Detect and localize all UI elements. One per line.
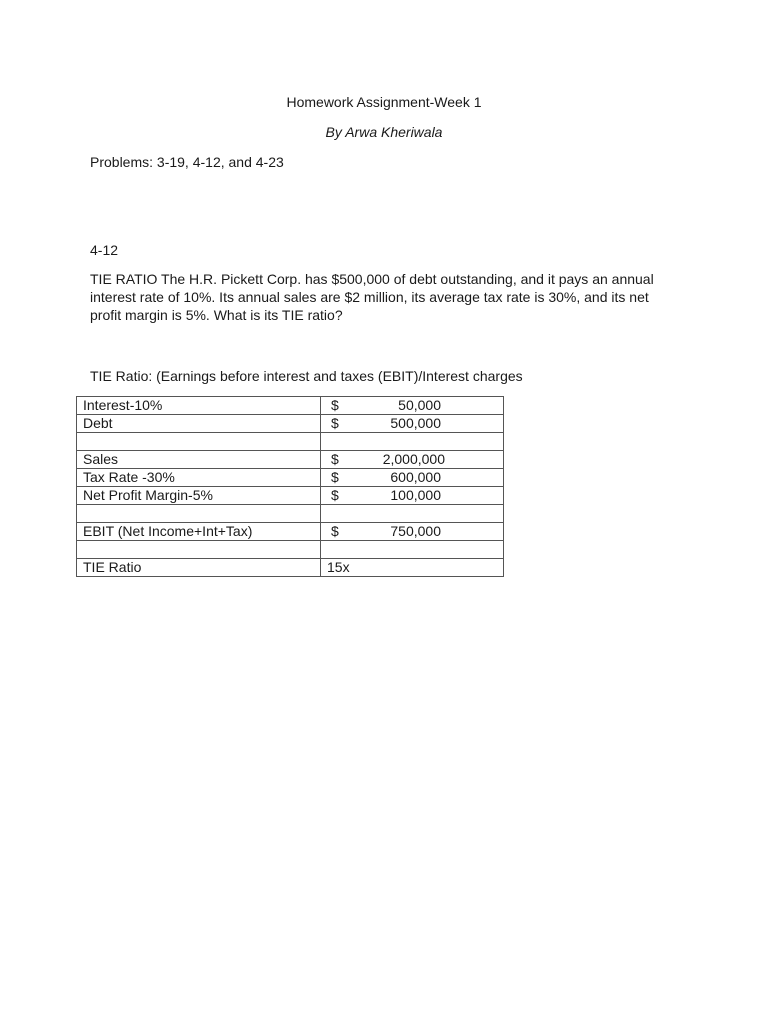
row-label: Tax Rate -30% bbox=[77, 469, 321, 487]
table-row bbox=[77, 433, 504, 451]
row-value bbox=[321, 559, 504, 577]
row-amount: 2,000,000 bbox=[382, 451, 445, 467]
row-value bbox=[321, 469, 504, 487]
tie-ratio-value: 15x bbox=[327, 559, 350, 575]
table-row bbox=[77, 505, 504, 523]
row-amount: 50,000 bbox=[398, 397, 441, 413]
currency-symbol: $ bbox=[331, 397, 339, 413]
row-amount: 500,000 bbox=[390, 415, 441, 431]
row-label: Net Profit Margin-5% bbox=[77, 487, 321, 505]
row-label: Sales bbox=[77, 451, 321, 469]
row-amount: 100,000 bbox=[390, 487, 441, 503]
table-row bbox=[77, 559, 504, 577]
row-label: EBIT (Net Income+Int+Tax) bbox=[77, 523, 321, 541]
table-row bbox=[77, 397, 504, 415]
table-row bbox=[77, 469, 504, 487]
currency-symbol: $ bbox=[331, 451, 339, 467]
row-label: TIE Ratio bbox=[77, 559, 321, 577]
row-amount: 600,000 bbox=[390, 469, 441, 485]
row-value bbox=[321, 397, 504, 415]
row-value bbox=[321, 451, 504, 469]
row-value bbox=[321, 433, 504, 451]
problem-question: TIE RATIO The H.R. Pickett Corp. has $500,000 of debt outstanding, and it pays an annual interest rate of 10%. Its annual sales are $2 million, its average tax rate is 30%, and its net profit margin is 5%. What is its TIE ratio? bbox=[90, 271, 654, 323]
currency-symbol: $ bbox=[331, 469, 339, 485]
currency-symbol: $ bbox=[331, 415, 339, 431]
table-row bbox=[77, 541, 504, 559]
row-value bbox=[321, 541, 504, 559]
currency-symbol: $ bbox=[331, 523, 339, 539]
row-value bbox=[321, 487, 504, 505]
tie-formula: TIE Ratio: (Earnings before interest and taxes (EBIT)/Interest charges bbox=[90, 368, 523, 384]
problem-number: 4-12 bbox=[90, 242, 119, 258]
table-row bbox=[77, 415, 504, 433]
document-author: By Arwa Kheriwala bbox=[325, 124, 443, 140]
table-row bbox=[77, 451, 504, 469]
row-value bbox=[321, 415, 504, 433]
table-row bbox=[77, 487, 504, 505]
row-value bbox=[321, 523, 504, 541]
calculation-table bbox=[76, 396, 504, 577]
currency-symbol: $ bbox=[331, 487, 339, 503]
row-label bbox=[77, 433, 321, 451]
row-amount: 750,000 bbox=[390, 523, 441, 539]
row-label bbox=[77, 541, 321, 559]
table-row bbox=[77, 523, 504, 541]
row-label: Interest-10% bbox=[77, 397, 321, 415]
row-label bbox=[77, 505, 321, 523]
document-title: Homework Assignment-Week 1 bbox=[286, 94, 482, 110]
row-value bbox=[321, 505, 504, 523]
problems-list: Problems: 3-19, 4-12, and 4-23 bbox=[90, 154, 284, 170]
row-label: Debt bbox=[77, 415, 321, 433]
